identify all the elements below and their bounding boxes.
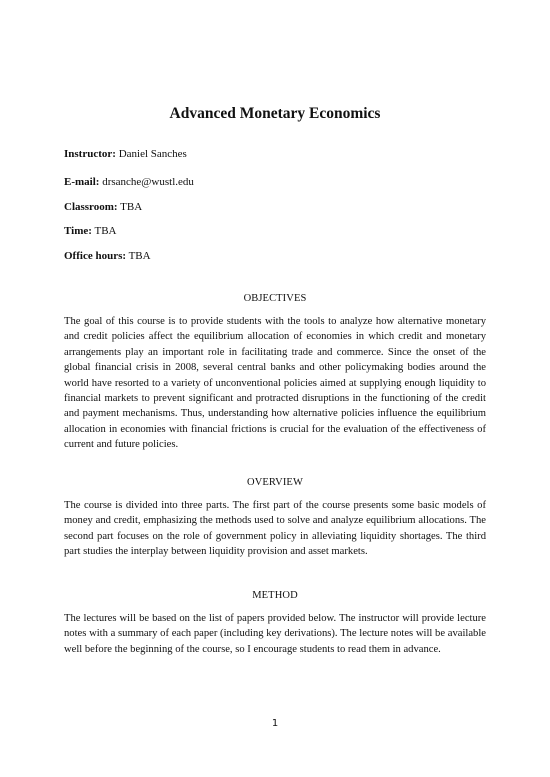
classroom-value: TBA — [120, 201, 143, 213]
objectives-heading: OBJECTIVES — [243, 293, 307, 304]
course-title: Advanced Monetary Economics — [169, 105, 381, 122]
instructor-label: Instructor: — [64, 148, 116, 160]
time-line — [64, 225, 116, 237]
instructor-line — [64, 148, 187, 160]
overview-heading: OVERVIEW — [247, 477, 303, 488]
instructor-value: Daniel Sanches — [118, 148, 187, 160]
page-number: 1 — [271, 718, 279, 729]
classroom-label: Classroom: — [64, 201, 118, 213]
method-paragraph: The lectures will be based on the list of papers provided below. The instructor will provide lecture notes with a summary of each paper (including key derivations). The lecture notes will be available well before the beginning of the course, so I encourage students to read them in advance. — [64, 613, 486, 655]
objectives-paragraph: The goal of this course is to provide students with the tools to analyze how alternative monetary and credit policies affect the equilibrium allocation of economies in which credit and monetary arrangements play an important role in facilitating trade and commerce. Since the onset of the global financial crisis in 2008, several central banks and other policymaking bodies around the world have resorted to a variety of unconventional policies aimed at supplying enough liquidity to financial markets to prevent significant and protracted disruptions in the functioning of the credit and payment mechanisms. Thus, understanding how alternative policies influence the equilibrium allocation in economies with financial frictions is crucial for the evaluation of the effectiveness of current and future policies. — [64, 316, 486, 451]
method-heading: METHOD — [252, 590, 298, 601]
email-line — [64, 176, 194, 188]
office-hours-line — [64, 250, 151, 262]
time-label: Time: — [64, 225, 92, 237]
office-hours-label: Office hours: — [64, 250, 127, 262]
email-label: E-mail: — [64, 176, 100, 188]
overview-paragraph: The course is divided into three parts. The first part of the course presents some basic models of money and credit, emphasizing the methods used to solve and analyze equilibrium allocations. The second part focuses on the role of government policy in alleviating liquidity shortages. The third part studies the interplay between liquidity provision and asset markets. — [64, 500, 486, 558]
office-hours-value: TBA — [128, 250, 151, 262]
classroom-line — [64, 201, 142, 213]
email-value: drsanche@wustl.edu — [102, 176, 194, 188]
time-value: TBA — [94, 225, 117, 237]
